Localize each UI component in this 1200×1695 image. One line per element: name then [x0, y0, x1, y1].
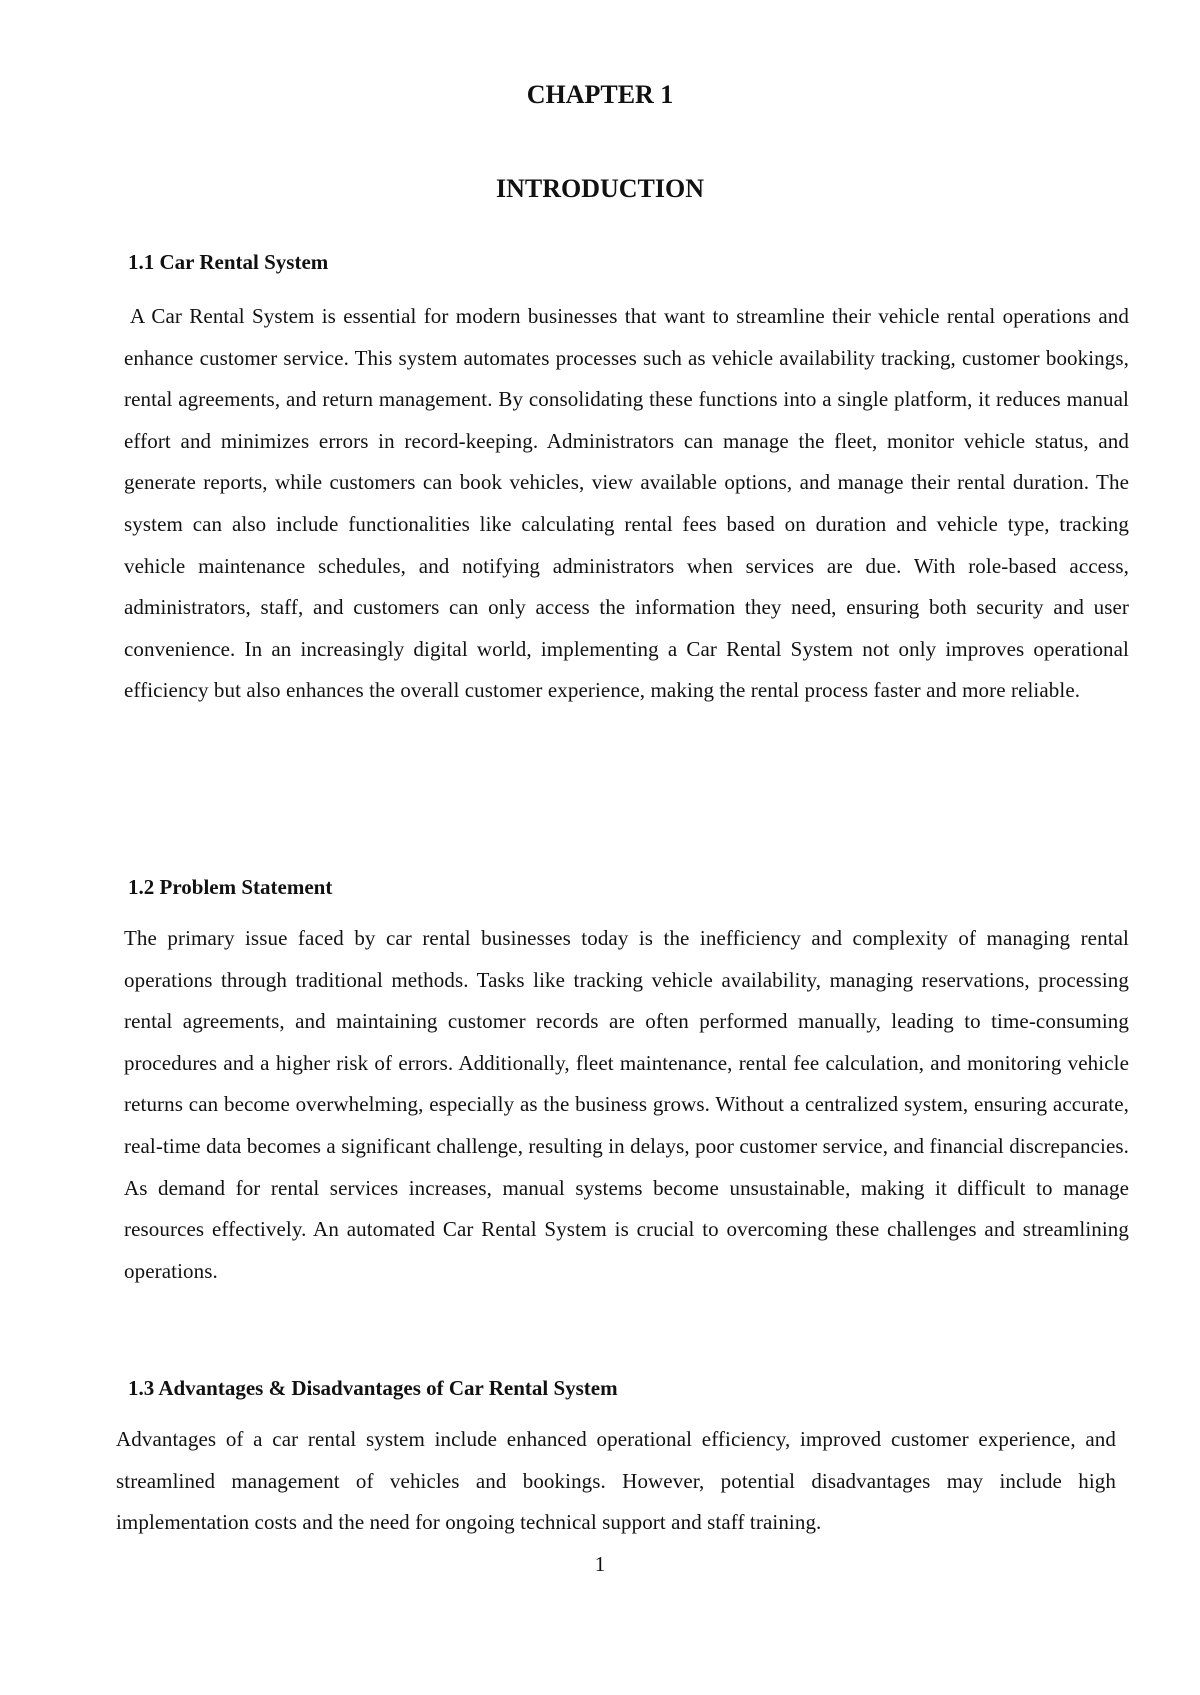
chapter-label: CHAPTER 1: [526, 80, 674, 109]
section-heading-problem-statement: 1.2 Problem Statement: [128, 875, 333, 899]
section-heading-car-rental-system: 1.1 Car Rental System: [128, 250, 329, 274]
section-paragraph-problem-statement: The primary issue faced by car rental businesses today is the inefficiency and complexity of managing rental operations through traditional methods. Tasks like tracking vehicle availability, managing reservations, processing rental agreements, and maintaining customer records are often performed manually, leading to time-consuming procedures and a higher risk of errors. Additionally, fleet maintenance, rental fee calculation, and monitoring vehicle returns can become overwhelming, especially as the business grows. Without a centralized system, ensuring accurate, real-time data becomes a significant challenge, resulting in delays, poor customer service, and financial discrepancies. As demand for rental services increases, manual systems become unsustainable, making it difficult to manage resources effectively. An automated Car Rental System is crucial to overcoming these challenges and streamlining operations.: [124, 926, 1129, 1283]
section-heading-advantages-disadvantages: 1.3 Advantages & Disadvantages of Car Rental System: [128, 1376, 618, 1400]
page-number: 1: [594, 1552, 606, 1576]
section-paragraph-advantages-disadvantages: Advantages of a car rental system include enhanced operational efficiency, improved customer experience, and streamlined management of vehicles and bookings. However, potential disadvantages may include high implementation costs and the need for ongoing technical support and staff training.: [116, 1427, 1116, 1535]
section-paragraph-car-rental-system: A Car Rental System is essential for modern businesses that want to streamline their vehicle rental operations and enhance customer service. This system automates processes such as vehicle availability tracking, customer bookings, rental agreements, and return management. By consolidating these functions into a single platform, it reduces manual effort and minimizes errors in record-keeping. Administrators can manage the fleet, monitor vehicle status, and generate reports, while customers can book vehicles, view available options, and manage their rental duration. The system can also include functionalities like calculating rental fees based on duration and vehicle type, tracking vehicle maintenance schedules, and notifying administrators when services are due. With role-based access, administrators, staff, and customers can only access the information they need, ensuring both security and user convenience. In an increasingly digital world, implementing a Car Rental System not only improves operational efficiency but also enhances the overall customer experience, making the rental process faster and more reliable.: [124, 304, 1129, 703]
chapter-title: INTRODUCTION: [495, 174, 705, 203]
